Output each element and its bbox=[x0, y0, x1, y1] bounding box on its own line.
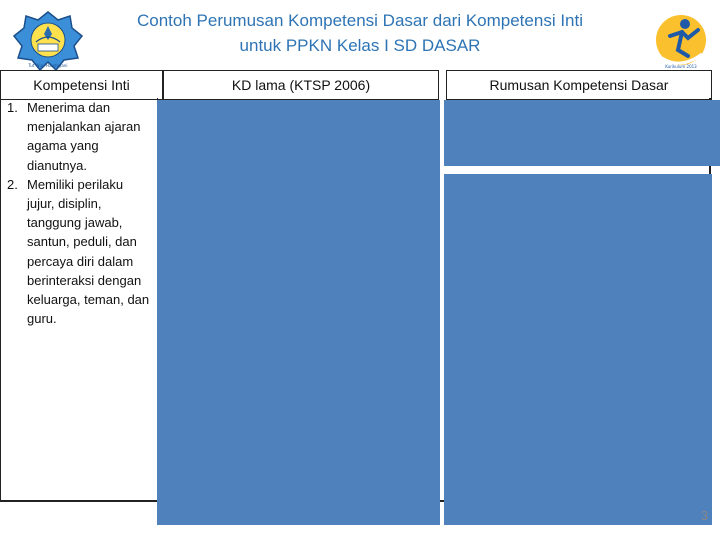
header-kd-lama: KD lama (KTSP 2006) bbox=[163, 70, 439, 100]
item-number: 1. bbox=[7, 100, 18, 115]
kompetensi-inti-item bbox=[1, 98, 157, 175]
rumusan-kd-cover-top bbox=[444, 100, 720, 166]
logo-right-text: Kurikulum 2013 bbox=[665, 64, 697, 69]
item-number: 2. bbox=[7, 176, 18, 192]
tut-wuri-handayani-logo bbox=[12, 10, 84, 72]
header-rumusan-kd: Rumusan Kompetensi Dasar bbox=[446, 70, 712, 100]
title-line-2: untuk PPKN Kelas I SD DASAR bbox=[239, 36, 481, 55]
page-number: 3 bbox=[700, 508, 708, 523]
kd-lama-cover-block bbox=[157, 100, 440, 525]
title-line-1: Contoh Perumusan Kompetensi Dasar dari Kompetensi Inti bbox=[136, 11, 583, 30]
rumusan-kd-cover-bottom bbox=[444, 174, 712, 525]
item-text: Memiliki perilaku jujur, disiplin, tanggung jawab, santun, peduli, dan percaya diri dalam berinteraksi dengan keluarga, teman, dan guru. bbox=[27, 176, 150, 327]
kompetensi-inti-list bbox=[1, 98, 157, 328]
slide-title bbox=[100, 8, 620, 58]
kompetensi-inti-cell bbox=[0, 98, 158, 502]
logo-left-text: Tut Wuri Handayani bbox=[28, 63, 68, 68]
kompetensi-inti-item bbox=[1, 175, 157, 329]
kurikulum-2013-logo bbox=[652, 10, 710, 74]
header-kompetensi-inti: Kompetensi Inti bbox=[0, 70, 163, 100]
item-text: Menerima dan menjalankan ajaran agama yang dianutnya. bbox=[27, 100, 141, 173]
